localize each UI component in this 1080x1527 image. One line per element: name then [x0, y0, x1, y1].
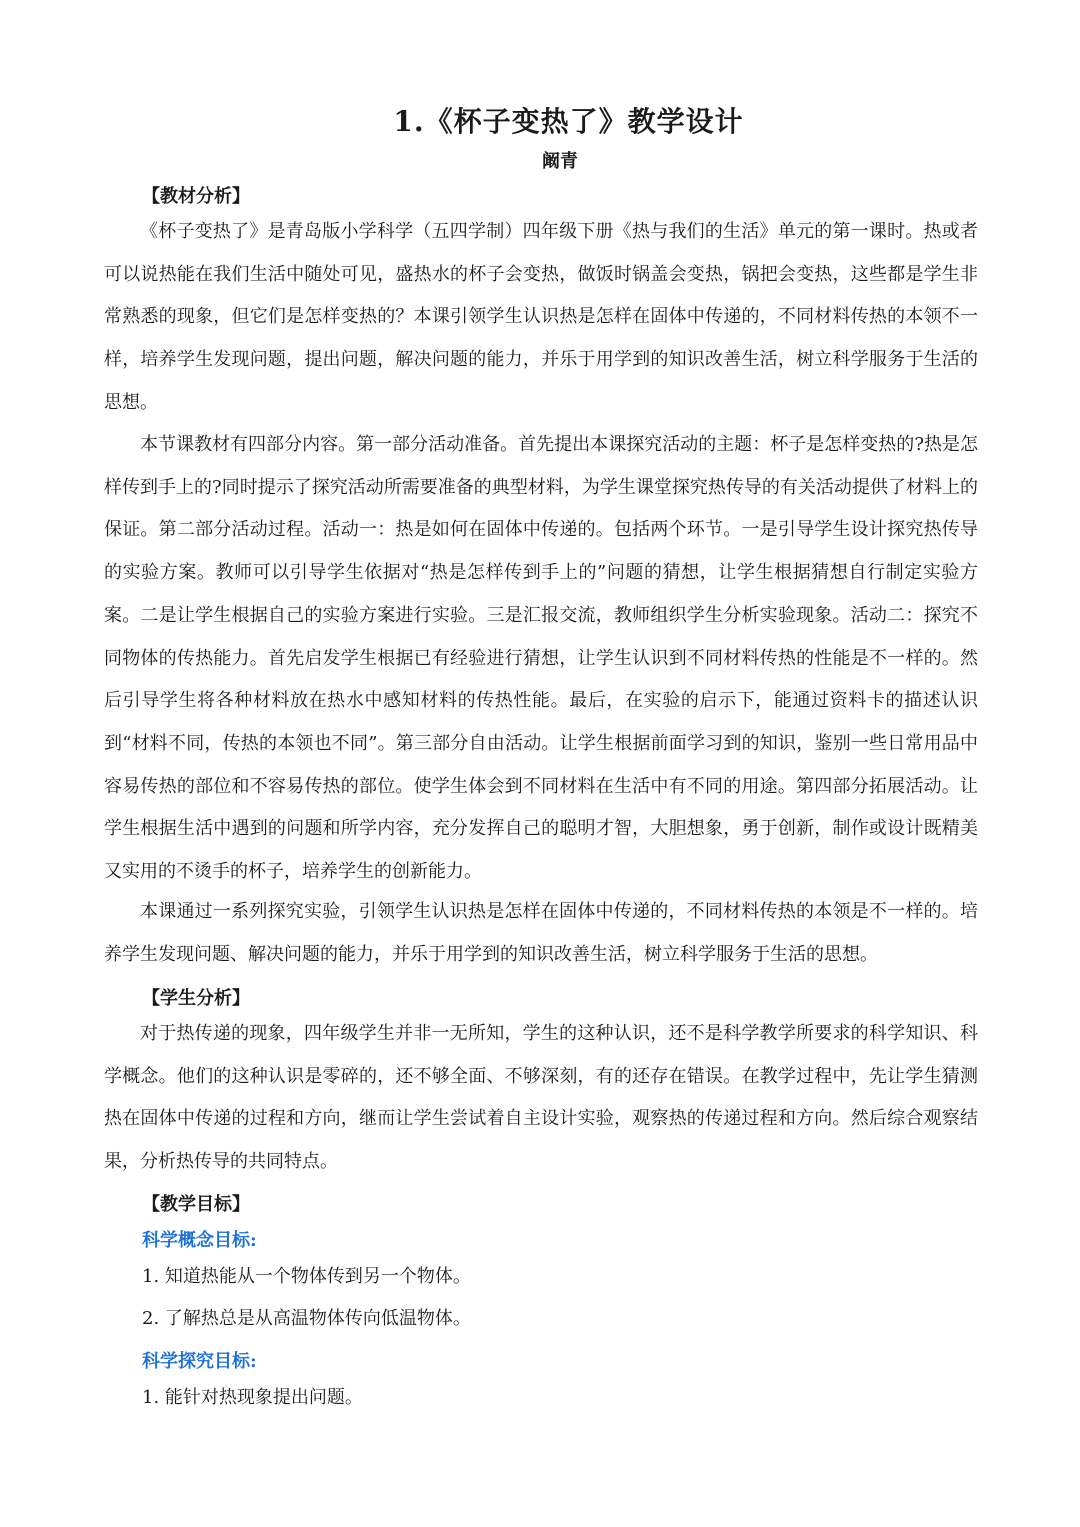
concept-goal-item-2: 2. 了解热总是从高温物体传向低温物体。 [142, 1308, 471, 1329]
concept-goals-label: 科学概念目标: [142, 1230, 257, 1251]
materials-paragraph-3: 本课通过一系列探究实验，引领学生认识热是怎样在固体中传递的，不同材料传热的本领是不一样的。培养学生发现问题、解决问题的能力，并乐于用学到的知识改善生活，树立科学服务于生活的思想。 [104, 901, 978, 965]
inquiry-goals-label: 科学探究目标: [142, 1351, 257, 1372]
section-heading-goals: 【教学目标】 [142, 1194, 250, 1215]
materials-paragraph-1: 《杯子变热了》是青岛版小学科学（五四学制）四年级下册《热与我们的生活》单元的第一课时。热或者可以说热能在我们生活中随处可见，盛热水的杯子会变热，做饭时锅盖会变热，锅把会变热，这些都是学生非常熟悉的现象，但它们是怎样变热的？本课引领学生认识热是怎样在固体中传递的，不同材料传热的本领不一样，培养学生发现问题，提出问题，解决问题的能力，并乐于用学到的知识改善生活，树立科学服务于生活的思想。 [104, 221, 978, 413]
inquiry-goal-item-1: 1. 能针对热现象提出问题。 [142, 1387, 363, 1408]
document-title: 1.《杯子变热了》教学设计 [393, 105, 744, 138]
students-paragraph-1: 对于热传递的现象，四年级学生并非一无所知，学生的这种认识，还不是科学教学所要求的科学知识、科学概念。他们的这种认识是零碎的，还不够全面、不够深刻，有的还存在错误。在教学过程中，先让学生猜测热在固体中传递的过程和方向，继而让学生尝试着自主设计实验，观察热的传递过程和方向。然后综合观察结果，分析热传导的共同特点。 [104, 1023, 978, 1173]
document-author: 阚青 [542, 151, 578, 172]
section-heading-materials: 【教材分析】 [142, 186, 250, 207]
concept-goal-item-1: 1. 知道热能从一个物体传到另一个物体。 [142, 1266, 471, 1287]
section-heading-students: 【学生分析】 [142, 988, 250, 1009]
materials-paragraph-2: 本节课教材有四部分内容。第一部分活动准备。首先提出本课探究活动的主题：杯子是怎样变热的?热是怎样传到手上的?同时提示了探究活动所需要准备的典型材料，为学生课堂探究热传导的有关活动提供了材料上的保证。第二部分活动过程。活动一：热是如何在固体中传递的。包括两个环节。一是引导学生设计探究热传导的实验方案。教师可以引导学生依据对“热是怎样传到手上的”问题的猜想，让学生根据猜想自行制定实验方案。二是让学生根据自己的实验方案进行实验。三是汇报交流，教师组织学生分析实验现象。活动二：探究不同物体的传热能力。首先启发学生根据已有经验进行猜想，让学生认识到不同材料传热的性能是不一样的。然后引导学生将各种材料放在热水中感知材料的传热性能。最后，在实验的启示下，能通过资料卡的描述认识到“材料不同，传热的本领也不同”。第三部分自由活动。让学生根据前面学习到的知识，鉴别一些日常用品中容易传热的部位和不容易传热的部位。使学生体会到不同材料在生活中有不同的用途。第四部分拓展活动。让学生根据生活中遇到的问题和所学内容，充分发挥自己的聪明才智，大胆想象，勇于创新，制作或设计既精美又实用的不烫手的杯子，培养学生的创新能力。 [104, 434, 978, 883]
